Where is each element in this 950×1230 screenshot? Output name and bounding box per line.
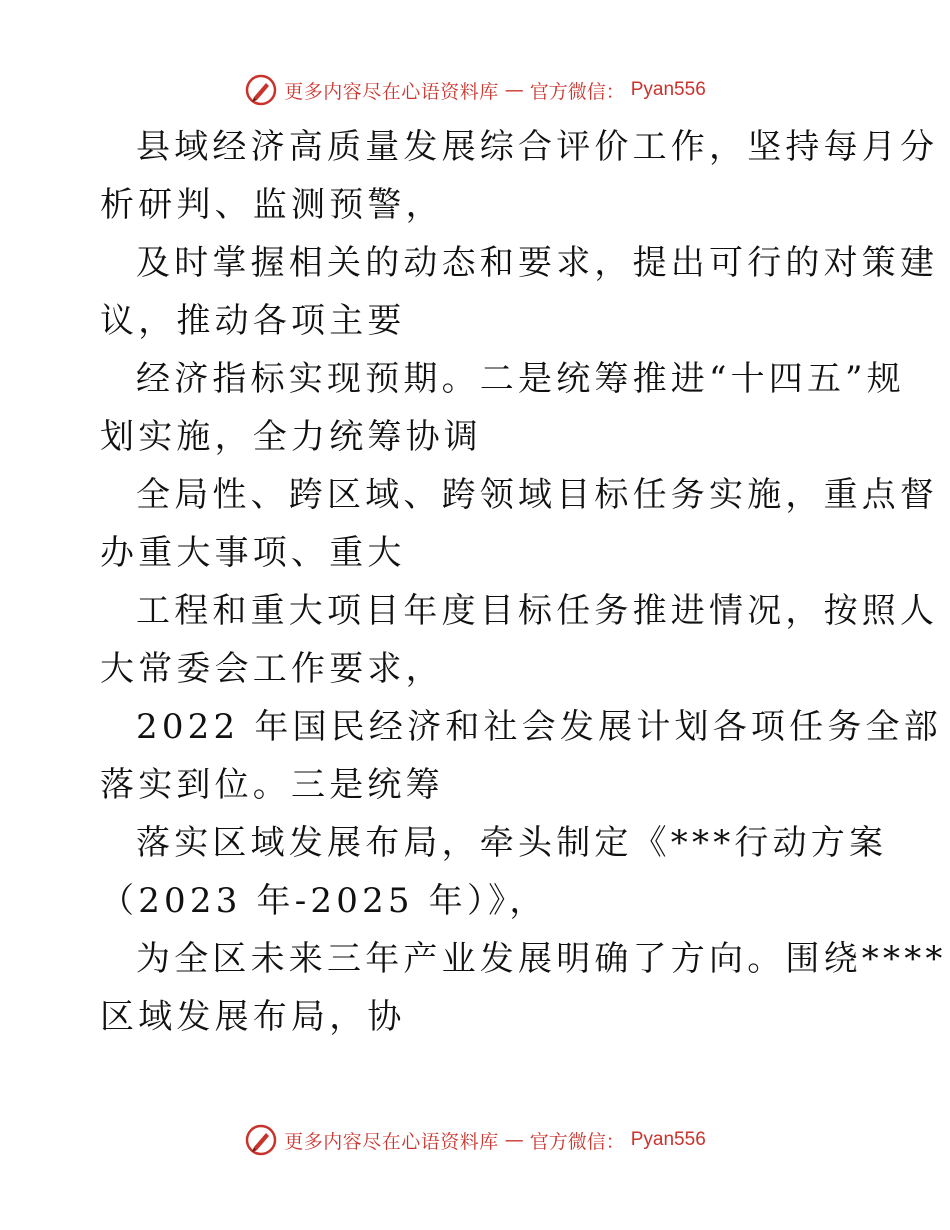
watermark-wechat-label: 官方微信： — [529, 80, 625, 103]
text-line: 办重大事项、重大 — [100, 533, 406, 573]
text-line: 为全区未来三年产业发展明确了方向。围绕**** — [136, 939, 947, 979]
text-line: 析研判、监测预警， — [100, 185, 444, 225]
text-line: 落实到位。三是统筹 — [100, 765, 444, 805]
header-watermark — [0, 70, 950, 110]
text-line: 工程和重大项目年度目标任务推进情况，按照人 — [136, 591, 939, 631]
text-line: 区域发展布局，协 — [100, 997, 406, 1037]
text-line: 议，推动各项主要 — [100, 301, 406, 341]
text-line: （2023 年-2025 年）》， — [100, 881, 548, 921]
text-line: 及时掌握相关的动态和要求，提出可行的对策建 — [136, 243, 939, 283]
pen-logo-icon — [244, 1123, 278, 1157]
watermark-wechat-label: 官方微信： — [529, 1130, 625, 1153]
footer-watermark — [0, 1120, 950, 1160]
text-line: 2022 年国民经济和社会发展计划各项任务全部 — [136, 707, 942, 747]
document-body — [100, 118, 947, 1046]
watermark-separator: — — [504, 79, 524, 101]
text-line: 划实施，全力统筹协调 — [100, 417, 482, 457]
pen-logo-icon — [244, 73, 278, 107]
text-line: 经济指标实现预期。二是统筹推进“十四五”规 — [136, 359, 905, 399]
text-line: 全局性、跨区域、跨领域目标任务实施，重点督 — [136, 475, 939, 515]
watermark-handle: Pyan556 — [630, 79, 706, 100]
watermark-brand: 更多内容尽在心语资料库 — [284, 1130, 499, 1153]
text-line: 大常委会工作要求， — [100, 649, 444, 689]
text-line: 县域经济高质量发展综合评价工作，坚持每月分 — [136, 127, 939, 167]
text-line: 落实区域发展布局，牵头制定《***行动方案 — [136, 823, 888, 863]
watermark-brand: 更多内容尽在心语资料库 — [284, 80, 499, 103]
watermark-handle: Pyan556 — [630, 1129, 706, 1150]
watermark-separator: — — [504, 1129, 524, 1151]
